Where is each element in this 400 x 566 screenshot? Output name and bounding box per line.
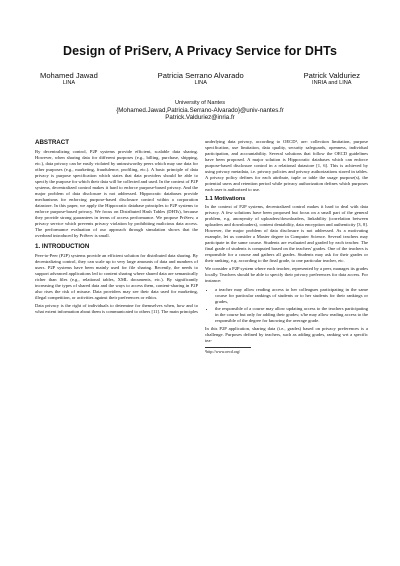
author-affiliation: LINA: [194, 80, 207, 86]
right-column: [205, 139, 368, 354]
list-item: • a teacher may allow reading access to her colleagues participating in the same course for particular rankings of students or to her students for their rankings or grades,: [215, 287, 368, 305]
author-name: Patricia Serrano Alvarado: [157, 71, 244, 80]
email-line-2: Patrick.Valduriez@inria.fr: [165, 114, 235, 122]
intro-paragraph-2: Data privacy is the right of individuals to determine for themselves when, how and to what extent information about them is communicated to others [11]. The main principles: [35, 303, 198, 315]
left-column: [35, 139, 198, 318]
privacy-principles-paragraph: underlying data privacy, according to OECD¹, are: collection limitation, purpose specification, use limitation, data quality, security safeguards, openness, individual participation, and accountability. Several solutions that follow the OECD guidelines have been proposed. A major solution is Hippocratic databases which can enforce purpose-based disclosure control in a relational datastore [1, 6]. This is achieved by using privacy metadata, i.e. privacy policies and privacy authorizations stored in tables. A privacy policy defines for each attribute, tuple or table the usage purpose(s), the potential users and retention period while privacy authorization defines which purposes each user is authorized to use.: [205, 139, 368, 192]
privacy-preference-list: [205, 287, 368, 325]
motivations-heading: 1.1 Motivations: [205, 196, 246, 202]
list-item: • the responsible of a course may allow updating access to the teachers participating in the course but only for adding their grades; s/he may allow reading access to the responsible of the degree for knowing the average grade.: [215, 306, 368, 324]
motivations-paragraph-2: We consider a P2P system where each teacher, represented by a peer, manages its grades locally. Teachers should be able to specify their privacy preferences for data access. For instance:: [205, 266, 368, 284]
author-name: Patrick Valduriez: [303, 71, 360, 80]
author-2: [158, 71, 244, 87]
email-line-1: {Mohamed.Jawad,Patricia.Serrano-Alvarado}@univ-nantes.fr: [116, 107, 284, 115]
institution: University of Nantes: [174, 100, 226, 106]
author-1: [40, 71, 98, 87]
intro-paragraph-1: Peer-to-Peer (P2P) systems provide an efficient solution for distributed data sharing. By decentralizing control, they can scale up to very large amounts of data and numbers of users. P2P systems have been mainly used for file sharing. Recently, the needs to support advanced applications led to content sharing where shared data are semantically richer than files (e.g., relational tables, XML documents, etc.). By significantly increasing the types of shared data and the ways to access them, content-sharing in P2P also rises the risk of misuse. Data providers may see their data used for marketing, illegal competition, or activities against their preferences or ethics.: [35, 253, 198, 300]
intro-heading: 1. INTRODUCTION: [35, 243, 90, 250]
contact-block: [0, 100, 400, 122]
motivations-paragraph-1: In the context of P2P systems, decentralized control makes it hard to deal with data privacy. A few solutions have been proposed but focus on a small part of the general problem, e.g. anonymity of uploaders/downloaders, linkability (correlation between uploaders and downloaders), content deniability, data encryption and authenticity [3, 8]. However, the major problem of data disclosure is not addressed. As a motivating example, let us consider a Master degree in Computer Science. Several teachers may participate in the same course. Students are evaluated and graded by each teacher. The final grade of students is computed based on the teachers' grades. One of the teachers is responsible for a course and gathers all grades. Students may ask for their grades or their ranking, e.g. according to the final grade, to one particular teacher, etc.: [205, 204, 368, 263]
author-affiliation: LINA: [62, 80, 76, 86]
footnote: ¹http://www.oecd.org/: [205, 348, 241, 354]
author-list: [40, 71, 360, 87]
author-affiliation: INRIA and LINA: [312, 80, 352, 86]
abstract-heading: ABSTRACT: [35, 139, 70, 146]
motivations-paragraph-3: In this P2P application, sharing data (i.e., grades) based on privacy preferences is a challenge. Purposes defined by teachers, such as adding grades, ranking wrt a specific tea-: [205, 326, 368, 344]
author-3: [304, 71, 360, 87]
abstract-text: By decentralizing control, P2P systems provide efficient, scalable data sharing. However, when sharing data for different purposes (e.g., billing, purchase, shipping, etc.), data privacy can be easily violated by untrustworthy peers which may use data for other purposes (e.g., marketing, fraudulence, profiling, etc.). A basic principle of data privacy is purpose specification which states that data providers should be able to specify the purpose for which their data will be collected and used. In the context of P2P systems, decentralized control makes it hard to enforce purpose-based privacy. And the major problem of data disclosure is not addressed. Hippocratic databases provide mechanisms for enforcing purpose-based disclosure control within a corporation datastore. In this paper, we apply the Hippocratic database principles to P2P systems to enforce purpose-based privacy. We focus on Distributed Hash Tables (DHTs), because they provide strong guarantees in terms of access performance. We propose PriServ, a privacy service which prevents privacy violation by prohibiting malicious data access. The performance evaluation of our approach through simulation shows that the overhead introduced by PriServ is small.: [35, 149, 198, 238]
author-name: Mohamed Jawad: [40, 71, 98, 80]
paper-title: Design of PriServ, A Privacy Service for DHTs: [62, 44, 338, 58]
footnote-rule: [205, 347, 251, 348]
